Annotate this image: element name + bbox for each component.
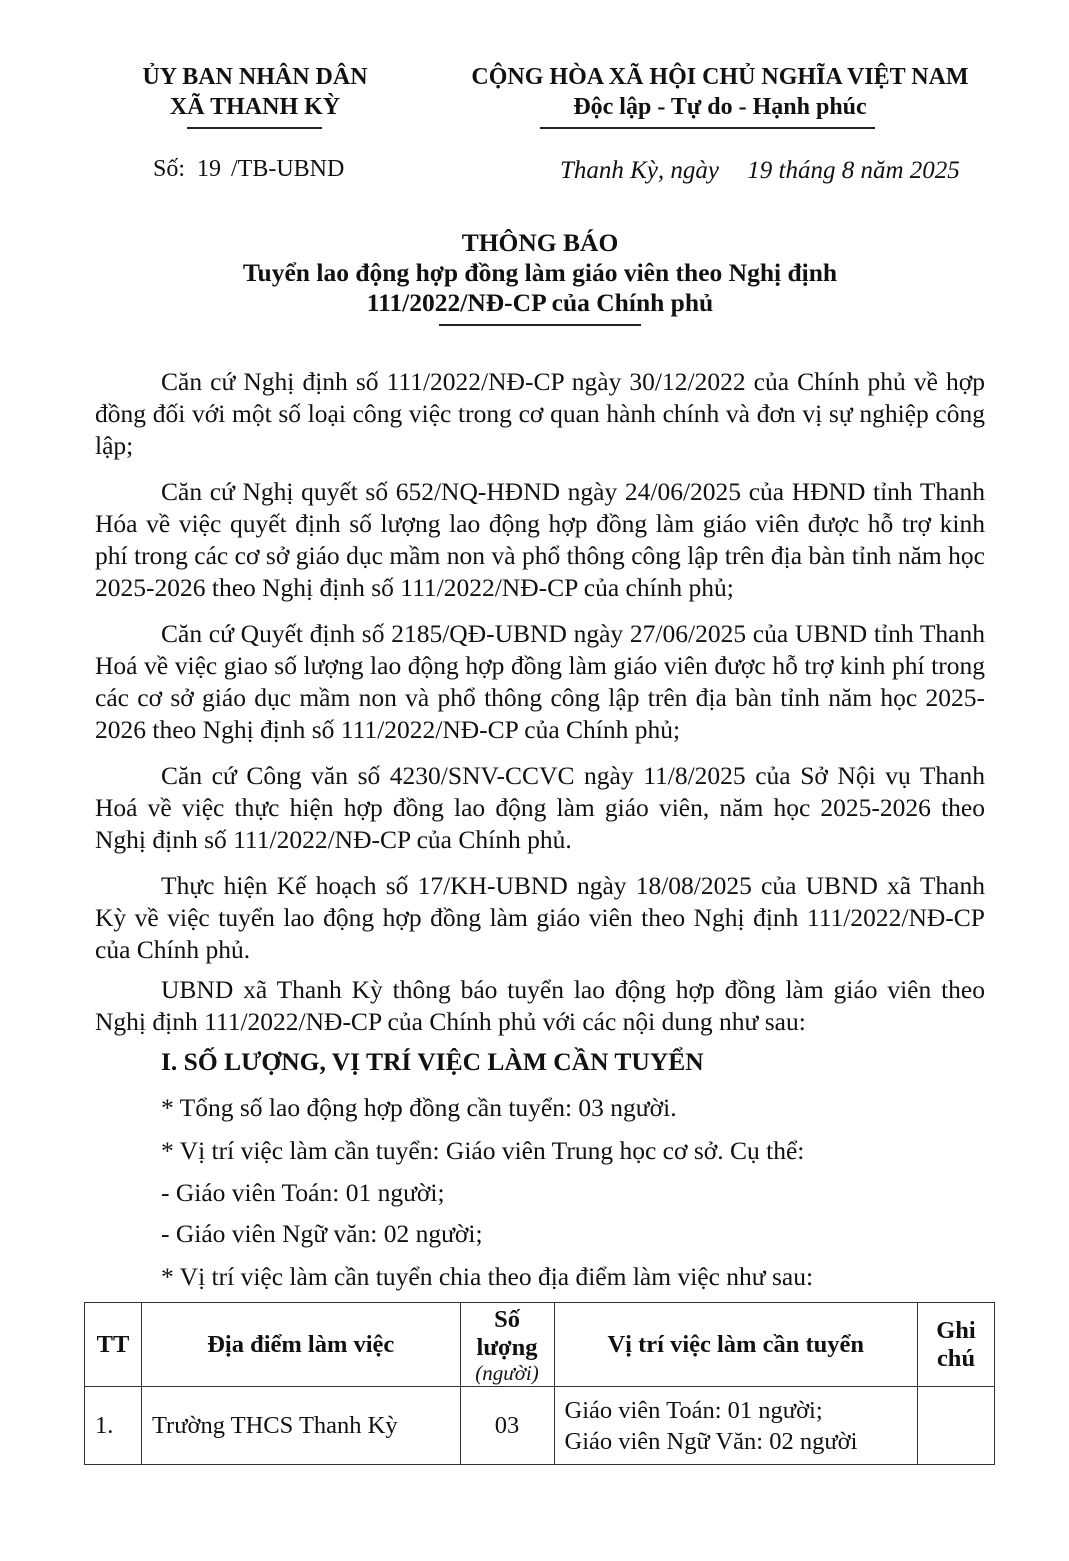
header-quantity-line2: lượng [476, 1333, 538, 1361]
place-date [560, 155, 960, 186]
cell-note [918, 1387, 995, 1465]
paragraph-legal-basis-3: Căn cứ Quyết định số 2185/QĐ-UBND ngày 27/06/2025 của UBND tỉnh Thanh Hoá về việc giao số lượng lao động hợp đồng làm giáo viên được hỗ trợ kinh phí trong các cơ sở giáo dục mầm non và phổ thông công lập trên địa bàn tỉnh năm học 2025-2026 theo Nghị định số 111/2022/NĐ-CP của Chính phủ; [95, 619, 985, 744]
doc-number-value: 19 [197, 156, 222, 182]
header-tt: TT [85, 1303, 142, 1387]
header-quantity-line1: Số [494, 1305, 520, 1333]
table-header-row [85, 1303, 995, 1387]
document-title [95, 228, 985, 318]
title-underline [439, 324, 641, 326]
issuing-authority [120, 62, 390, 122]
doc-number-suffix: /TB-UBND [231, 156, 345, 182]
header-quantity-unit: (người) [475, 1360, 539, 1385]
cell-position [554, 1387, 918, 1465]
math-teacher-line: - Giáo viên Toán: 01 người; [161, 1178, 445, 1207]
paragraph-legal-basis-4: Căn cứ Công văn số 4230/SNV-CCVC ngày 11/8/2025 của Sở Nội vụ Thanh Hoá về việc thực hiện hợp đồng lao động làm giáo viên, năm học 2025-2026 theo Nghị định số 111/2022/NĐ-CP của Chính phủ. [95, 761, 985, 854]
place-date-value: 19 tháng 8 năm 2025 [747, 157, 960, 184]
section-1-heading: I. SỐ LƯỢNG, VỊ TRÍ VIỆC LÀM CẦN TUYỂN [161, 1047, 704, 1076]
nation-line2: Độc lập - Tự do - Hạnh phúc [573, 94, 867, 120]
header-note [918, 1303, 995, 1387]
header-note-line1: Ghi [936, 1316, 976, 1344]
cell-position-line1: Giáo viên Toán: 01 người; [564, 1396, 823, 1424]
nation-line1: CỘNG HÒA XÃ HỘI CHỦ NGHĨA VIỆT NAM [471, 64, 969, 90]
header-quantity [460, 1303, 554, 1387]
authority-line1: ỦY BAN NHÂN DÂN [142, 64, 368, 90]
recruitment-table [84, 1302, 995, 1465]
positions-line: * Vị trí việc làm cần tuyển: Giáo viên Trung học cơ sở. Cụ thể: [161, 1136, 805, 1165]
paragraph-legal-basis-2: Căn cứ Nghị quyết số 652/NQ-HĐND ngày 24/06/2025 của HĐND tỉnh Thanh Hóa về việc quyết định số lượng lao động hợp đồng làm giáo viên được hỗ trợ kinh phí trong các cơ sở giáo dục mầm non và phổ thông công lập trên địa bàn tỉnh năm học 2025-2026 theo Nghị định số 111/2022/NĐ-CP của chính phủ; [95, 477, 985, 602]
paragraph-implementation: Thực hiện Kế hoạch số 17/KH-UBND ngày 18/08/2025 của UBND xã Thanh Kỳ về việc tuyển lao động hợp đồng làm giáo viên theo Nghị định 111/2022/NĐ-CP của Chính phủ. [95, 871, 985, 964]
paragraph-legal-basis-1: Căn cứ Nghị định số 111/2022/NĐ-CP ngày 30/12/2022 của Chính phủ về hợp đồng đối với một số loại công việc trong cơ quan hành chính và đơn vị sự nghiệp công lập; [95, 367, 985, 460]
total-staff-line: * Tổng số lao động hợp đồng cần tuyển: 03 người. [161, 1093, 677, 1122]
national-motto [430, 62, 1010, 122]
authority-underline [187, 127, 322, 129]
paragraph-announcement: UBND xã Thanh Kỳ thông báo tuyển lao động hợp đồng làm giáo viên theo Nghị định 111/2022/NĐ-CP của Chính phủ với các nội dung như sau: [95, 975, 985, 1036]
document-number [153, 154, 344, 184]
cell-tt: 1. [85, 1387, 142, 1465]
place-date-prefix: Thanh Kỳ, ngày [560, 157, 720, 184]
cell-location: Trường THCS Thanh Kỳ [141, 1387, 460, 1465]
authority-line2: XÃ THANH KỲ [169, 94, 341, 120]
title-line2: Tuyển lao động hợp đồng làm giáo viên theo Nghị định [242, 258, 838, 287]
cell-position-line2: Giáo viên Ngữ Văn: 02 người [564, 1427, 858, 1455]
header-note-line2: chú [936, 1344, 976, 1372]
literature-teacher-line: - Giáo viên Ngữ văn: 02 người; [161, 1219, 483, 1248]
header-position: Vị trí việc làm cần tuyển [554, 1303, 918, 1387]
title-line3: 111/2022/NĐ-CP của Chính phủ [366, 288, 714, 317]
positions-by-location-line: * Vị trí việc làm cần tuyển chia theo địa điểm làm việc như sau: [161, 1262, 814, 1291]
table-row [85, 1387, 995, 1465]
header-location: Địa điểm làm việc [141, 1303, 460, 1387]
motto-underline [540, 127, 875, 129]
title-line1: THÔNG BÁO [461, 228, 619, 257]
cell-quantity: 03 [460, 1387, 554, 1465]
doc-number-prefix: Số: [153, 156, 186, 182]
